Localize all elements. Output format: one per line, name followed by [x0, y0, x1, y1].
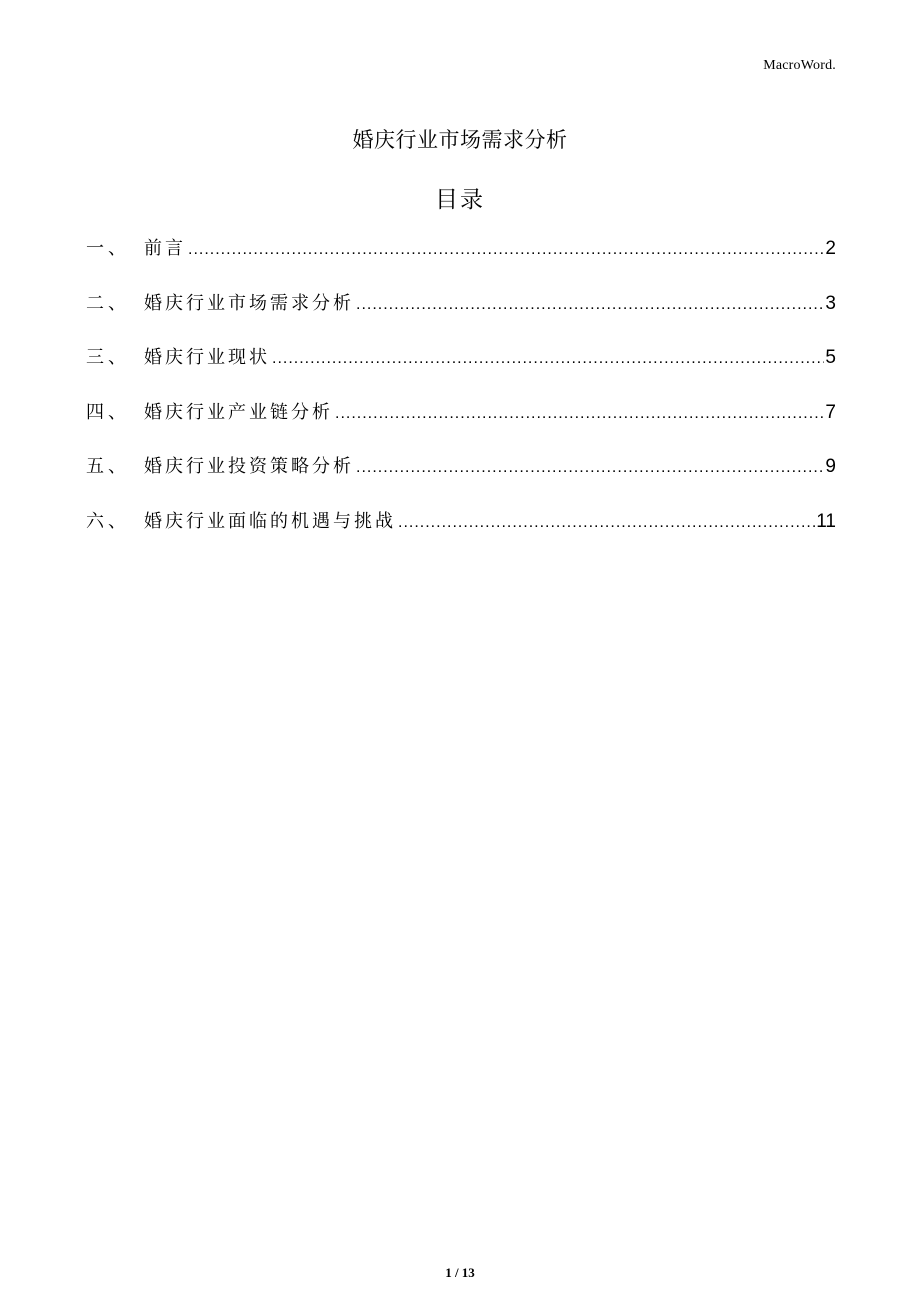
- toc-entry-market-demand[interactable]: [86, 289, 836, 344]
- toc-dot-leader: [356, 453, 824, 483]
- toc-entry-page: 5: [825, 347, 836, 369]
- toc-entry-page: 7: [825, 401, 836, 423]
- toc-dot-leader: [398, 508, 815, 538]
- toc-entry-title: 前言: [144, 238, 186, 259]
- toc-entry-investment-strategy[interactable]: [86, 452, 836, 507]
- toc-entry-number: 四、: [86, 401, 130, 423]
- toc-entry-page: 11: [816, 510, 836, 532]
- header-brand: MacroWord.: [763, 58, 836, 73]
- toc-entry-number: 一、: [86, 238, 130, 259]
- toc-entry-page: 3: [825, 292, 836, 314]
- toc-entry-industry-status[interactable]: [86, 343, 836, 398]
- toc-entry-number: 五、: [86, 456, 130, 478]
- toc-entry-opportunities-challenges[interactable]: [86, 507, 836, 562]
- toc-entry-page: 9: [825, 456, 836, 478]
- toc-entry-title: 婚庆行业面临的机遇与挑战: [144, 510, 396, 532]
- page-number: 1 / 13: [445, 1265, 475, 1280]
- toc-entry-industry-chain[interactable]: [86, 398, 836, 453]
- toc-heading: 目录: [435, 187, 485, 213]
- toc-dot-leader: [356, 290, 824, 320]
- document-title: 婚庆行业市场需求分析: [352, 128, 568, 152]
- toc-dot-leader: [335, 399, 824, 429]
- toc-entry-title: 婚庆行业现状: [144, 347, 270, 369]
- table-of-contents: [86, 234, 836, 562]
- toc-entry-title: 婚庆行业投资策略分析: [144, 456, 354, 478]
- toc-dot-leader: [272, 344, 824, 374]
- toc-entry-number: 二、: [86, 292, 130, 314]
- toc-entry-preface[interactable]: [86, 234, 836, 289]
- toc-entry-page: 2: [825, 238, 836, 259]
- toc-entry-number: 六、: [86, 510, 130, 532]
- toc-dot-leader: [188, 235, 824, 265]
- toc-entry-title: 婚庆行业产业链分析: [144, 401, 333, 423]
- toc-entry-number: 三、: [86, 347, 130, 369]
- toc-entry-title: 婚庆行业市场需求分析: [144, 292, 354, 314]
